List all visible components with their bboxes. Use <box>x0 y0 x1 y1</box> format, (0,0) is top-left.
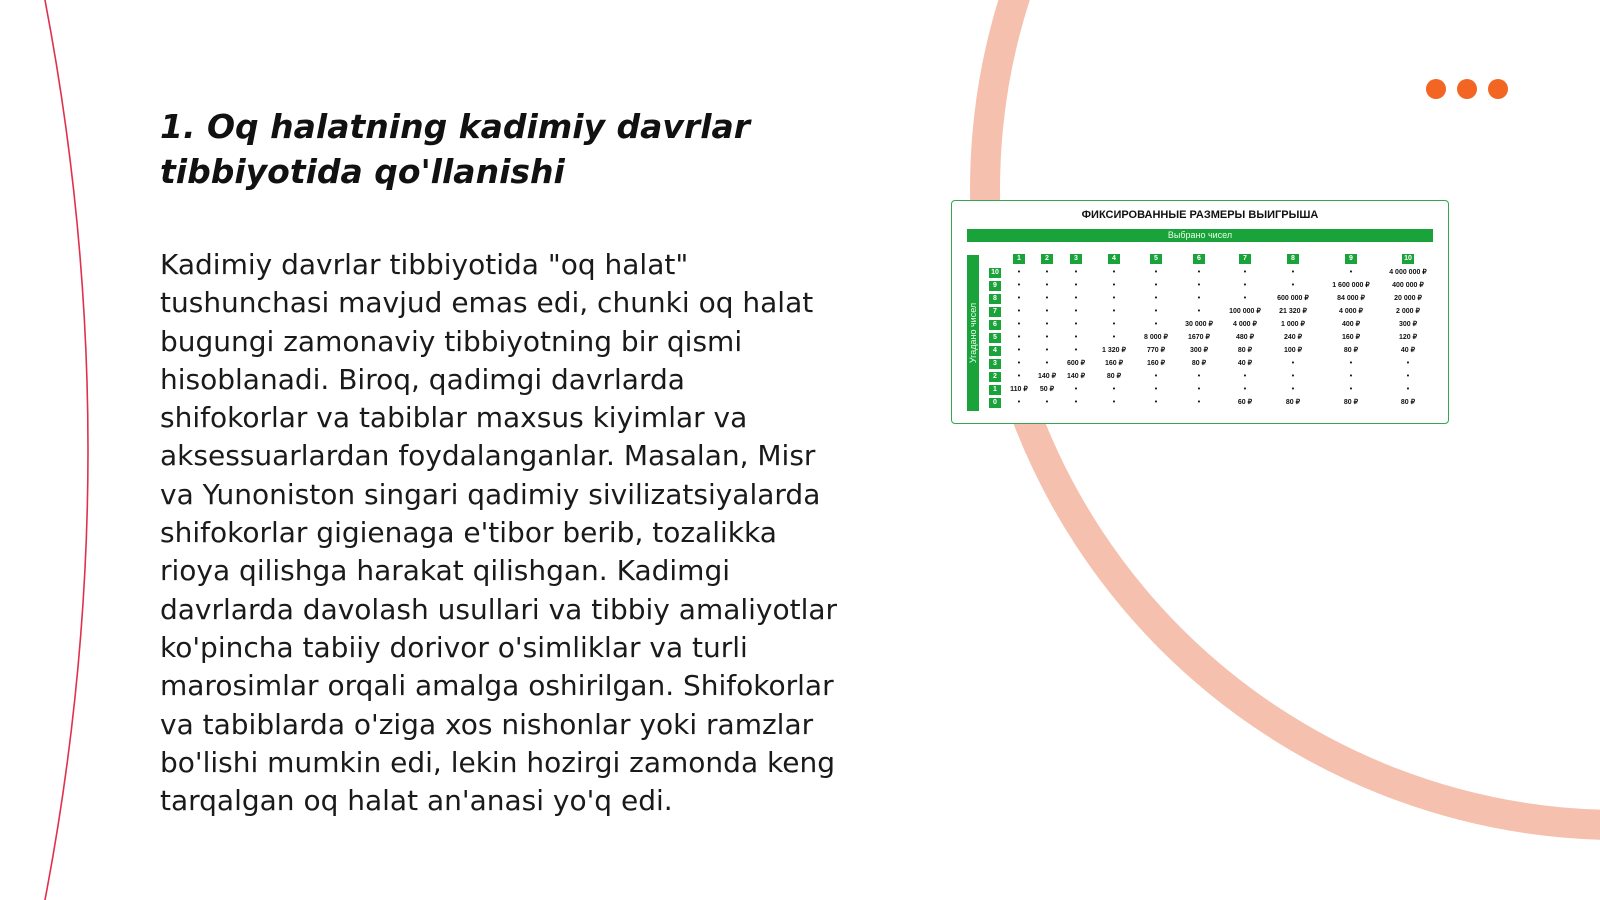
table-cell: • <box>1045 334 1049 341</box>
table-column-header: 1 <box>1013 254 1025 264</box>
table-column-header: 8 <box>1287 254 1299 264</box>
table-cell: 20 000 ₽ <box>1394 295 1422 302</box>
table-row-banner-label: Угадано чисел <box>968 302 978 364</box>
table-cell: 80 ₽ <box>1191 360 1207 367</box>
table-cell: • <box>1074 295 1078 302</box>
table-cell: 400 000 ₽ <box>1392 282 1424 289</box>
table-cell: 770 ₽ <box>1146 347 1166 354</box>
table-column-header: 5 <box>1150 254 1162 264</box>
table-cell: • <box>1197 386 1201 393</box>
table-column-header: 9 <box>1345 254 1357 264</box>
table-cell: • <box>1154 269 1158 276</box>
table-cell: • <box>1112 282 1116 289</box>
table-row-header: 0 <box>989 398 1001 408</box>
table-cell: • <box>1112 308 1116 315</box>
table-cell: • <box>1045 308 1049 315</box>
table-cell: • <box>1074 386 1078 393</box>
table-cell: • <box>1291 282 1295 289</box>
table-cell: • <box>1074 399 1078 406</box>
table-cell: 300 ₽ <box>1189 347 1209 354</box>
table-cell: • <box>1243 386 1247 393</box>
table-row-header: 4 <box>989 346 1001 356</box>
table-cell: • <box>1243 269 1247 276</box>
table-cell: 140 ₽ <box>1066 373 1086 380</box>
table-cell: 50 ₽ <box>1039 386 1055 393</box>
table-cell: • <box>1197 269 1201 276</box>
table-cell: 160 ₽ <box>1104 360 1124 367</box>
table-cell: • <box>1017 360 1021 367</box>
table-cell: • <box>1045 360 1049 367</box>
table-row-header: 6 <box>989 320 1001 330</box>
table-cell: 80 ₽ <box>1285 399 1301 406</box>
table-cell: 40 ₽ <box>1237 360 1253 367</box>
table-cell: 4 000 ₽ <box>1339 308 1363 315</box>
table-cell: 110 ₽ <box>1010 386 1028 393</box>
table-cell: 40 ₽ <box>1400 347 1416 354</box>
table-cell: • <box>1406 373 1410 380</box>
table-cell: 1 000 ₽ <box>1281 321 1305 328</box>
table-title: ФИКСИРОВАННЫЕ РАЗМЕРЫ ВЫИГРЫША <box>1081 209 1319 221</box>
slide-body-text: Kadimiy davrlar tibbiyotida "oq halat" tushunchasi mavjud emas edi, chunki oq halat bugungi zamonaviy tibbiyotning bir qismi hisoblanadi. Biroq, qadimgi davrlarda shifokorlar va tabiblar maxsus kiyimlar va aksessuarlardan foydalanganlar. Masalan, Misr va Yunoniston singari qadimiy sivilizatsiyalarda shifokorlar gigienaga e'tibor berib, tozalikka rioya qilishga harakat qilishgan. Kadimgi davrlarda davolash usullari va tibbiy amaliyotlar ko'pincha tabiiy dorivor o'simliklar va turli marosimlar orqali amalga oshirilgan. Shifokorlar va tabiblarda o'ziga xos nishonlar yoki ramzlar bo'lishi mumkin edi, lekin hozirgi zamonda keng tarqalgan oq halat an'anasi yo'q edi. <box>160 248 838 818</box>
table-cell: 240 ₽ <box>1283 334 1303 341</box>
table-row-header: 7 <box>989 307 1001 317</box>
table-cell: • <box>1349 386 1353 393</box>
table-row-header: 3 <box>989 359 1001 369</box>
table-cell: 100 000 ₽ <box>1229 308 1261 315</box>
table-cell: • <box>1154 295 1158 302</box>
table-cell: 1 600 000 ₽ <box>1332 282 1370 289</box>
table-cell: • <box>1017 282 1021 289</box>
table-cell: • <box>1291 373 1295 380</box>
table-cell: • <box>1045 347 1049 354</box>
table-cell: • <box>1197 282 1201 289</box>
table-cell: • <box>1349 269 1353 276</box>
table-cell: 60 ₽ <box>1237 399 1253 406</box>
table-cell: 84 000 ₽ <box>1337 295 1365 302</box>
decorative-dots <box>1426 79 1508 99</box>
table-cell: • <box>1017 308 1021 315</box>
table-cell: 300 ₽ <box>1398 321 1418 328</box>
table-cell: • <box>1112 321 1116 328</box>
left-accent-curve <box>44 0 88 900</box>
table-cell: 160 ₽ <box>1341 334 1361 341</box>
table-cell: • <box>1154 282 1158 289</box>
table-cell: • <box>1074 347 1078 354</box>
table-cell: • <box>1074 269 1078 276</box>
table-cell: • <box>1243 295 1247 302</box>
table-cell: • <box>1045 295 1049 302</box>
table-cell: 140 ₽ <box>1037 373 1057 380</box>
table-cell: • <box>1154 399 1158 406</box>
dot-3 <box>1488 79 1508 99</box>
table-cell: • <box>1112 269 1116 276</box>
table-cell: • <box>1349 373 1353 380</box>
table-cell: • <box>1017 269 1021 276</box>
table-cell: • <box>1349 360 1353 367</box>
table-cell: • <box>1017 399 1021 406</box>
table-cell: 160 ₽ <box>1146 360 1166 367</box>
table-cell: 80 ₽ <box>1106 373 1122 380</box>
table-cell: 80 ₽ <box>1343 347 1359 354</box>
table-cell: 2 000 ₽ <box>1396 308 1420 315</box>
table-cell: • <box>1197 308 1201 315</box>
table-cell: • <box>1045 282 1049 289</box>
table-row-banner <box>967 255 979 411</box>
table-cell: 480 ₽ <box>1235 334 1255 341</box>
table-row-header: 9 <box>989 281 1001 291</box>
table-cell: • <box>1406 386 1410 393</box>
table-row-header: 8 <box>989 294 1001 304</box>
table-cell: • <box>1112 386 1116 393</box>
table-cell: • <box>1074 321 1078 328</box>
table-cell: • <box>1112 334 1116 341</box>
table-cell: • <box>1154 386 1158 393</box>
table-column-header: 2 <box>1041 254 1053 264</box>
table-cell: • <box>1154 321 1158 328</box>
table-cell: 120 ₽ <box>1398 334 1418 341</box>
table-cell: 100 ₽ <box>1283 347 1303 354</box>
table-cell: • <box>1017 321 1021 328</box>
table-cell: 30 000 ₽ <box>1185 321 1213 328</box>
table-cell: • <box>1154 308 1158 315</box>
table-cell: 1670 ₽ <box>1188 334 1210 341</box>
table-cell: • <box>1243 282 1247 289</box>
table-cell: • <box>1197 399 1201 406</box>
table-cell: • <box>1243 373 1247 380</box>
table-cell: • <box>1112 295 1116 302</box>
table-row-header: 1 <box>989 385 1001 395</box>
slide-title: 1. Oq halatning kadimiy davrlar tibbiyotida qo'llanishi <box>160 107 751 191</box>
prize-table-image <box>951 200 1449 424</box>
table-column-header: 6 <box>1193 254 1205 264</box>
table-row-header: 10 <box>989 268 1001 278</box>
table-cell: 400 ₽ <box>1341 321 1361 328</box>
table-cell: 80 ₽ <box>1343 399 1359 406</box>
table-cell: • <box>1074 282 1078 289</box>
table-cell: 80 ₽ <box>1400 399 1416 406</box>
table-column-header: 7 <box>1239 254 1251 264</box>
table-cell: • <box>1017 373 1021 380</box>
table-cell: • <box>1074 334 1078 341</box>
dot-2 <box>1457 79 1477 99</box>
table-cell: • <box>1017 295 1021 302</box>
table-row-header: 5 <box>989 333 1001 343</box>
table-cell: 1 320 ₽ <box>1102 347 1126 354</box>
table-cell: • <box>1045 399 1049 406</box>
table-cell: • <box>1112 399 1116 406</box>
table-column-banner: Выбрано чисел <box>967 229 1433 242</box>
table-cell: • <box>1045 321 1049 328</box>
table-cell: 600 000 ₽ <box>1277 295 1309 302</box>
table-cell: 80 ₽ <box>1237 347 1253 354</box>
table-cell: • <box>1074 308 1078 315</box>
table-column-header: 10 <box>1402 254 1414 264</box>
table-cell: • <box>1197 295 1201 302</box>
table-cell: • <box>1045 269 1049 276</box>
table-cell: • <box>1154 373 1158 380</box>
table-cell: 4 000 ₽ <box>1233 321 1257 328</box>
table-cell: 8 000 ₽ <box>1144 334 1168 341</box>
table-cell: • <box>1406 360 1410 367</box>
table-cell: • <box>1291 386 1295 393</box>
table-column-header: 4 <box>1108 254 1120 264</box>
table-cell: • <box>1291 269 1295 276</box>
table-cell: • <box>1197 373 1201 380</box>
table-cell: • <box>1291 360 1295 367</box>
table-cell: 21 320 ₽ <box>1279 308 1307 315</box>
table-row-header: 2 <box>989 372 1001 382</box>
table-cell: 4 000 000 ₽ <box>1389 269 1427 276</box>
table-cell: 600 ₽ <box>1066 360 1086 367</box>
dot-1 <box>1426 79 1446 99</box>
table-cell: • <box>1017 334 1021 341</box>
table-cell: • <box>1017 347 1021 354</box>
table-column-header: 3 <box>1070 254 1082 264</box>
